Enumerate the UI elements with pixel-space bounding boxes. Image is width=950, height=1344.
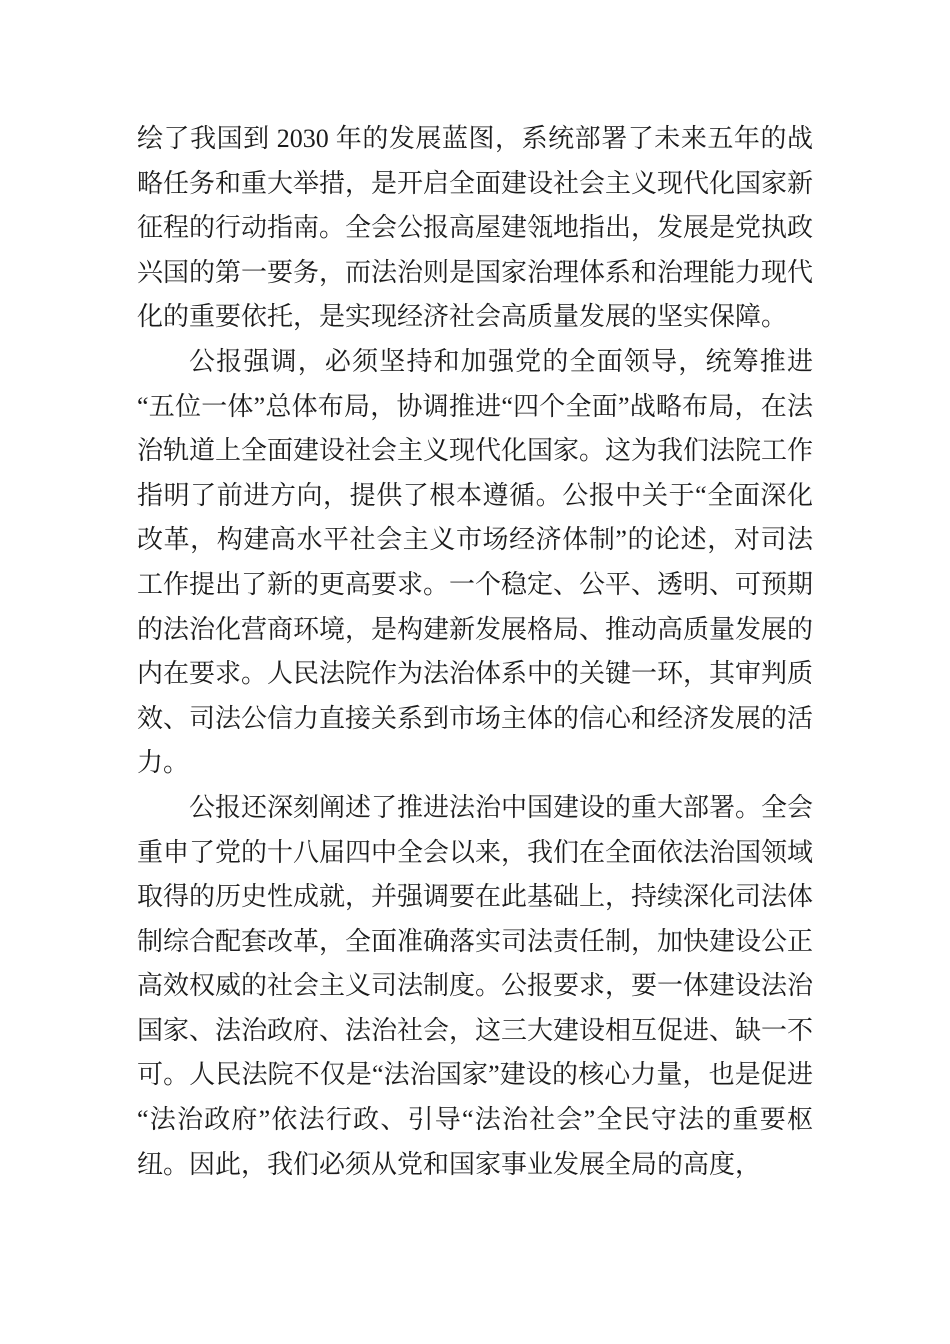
body-paragraph-1: 绘了我国到 2030 年的发展蓝图，系统部署了未来五年的战略任务和重大举措，是开启全面建设社会主义现代化国家新征程的行动指南。全会公报高屋建瓴地指出，发展是党执政兴国的第一要务，而法治则是国家治理体系和治理能力现代化的重要依托，是实现经济社会高质量发展的坚实保障。 <box>137 124 814 332</box>
body-paragraph-2: 公报强调，必须坚持和加强党的全面领导，统筹推进“五位一体”总体布局，协调推进“四个全面”战略布局，在法治轨道上全面建设社会主义现代化国家。这为我们法院工作指明了前进方向，提供了根本遵循。公报中关于“全面深化改革，构建高水平社会主义市场经济体制”的论述，对司法工作提出了新的更高要求。一个稳定、公平、透明、可预期的法治化营商环境，是构建新发展格局、推动高质量发展的内在要求。人民法院作为法治体系中的关键一环，其审判质效、司法公信力直接关系到市场主体的信心和经济发展的活力。 <box>137 346 814 778</box>
body-paragraph-3: 公报还深刻阐述了推进法治中国建设的重大部署。全会重申了党的十八届四中全会以来，我们在全面依法治国领域取得的历史性成就，并强调要在此基础上，持续深化司法体制综合配套改革，全面准确落实司法责任制，加快建设公正高效权威的社会主义司法制度。公报要求，要一体建设法治国家、法治政府、法治社会，这三大建设相互促进、缺一不可。人民法院不仅是“法治国家”建设的核心力量，也是促进“法治政府”依法行政、引导“法治社会”全民守法的重要枢纽。因此，我们必须从党和国家事业发展全局的高度， <box>137 792 814 1179</box>
document-body <box>137 117 813 1187</box>
